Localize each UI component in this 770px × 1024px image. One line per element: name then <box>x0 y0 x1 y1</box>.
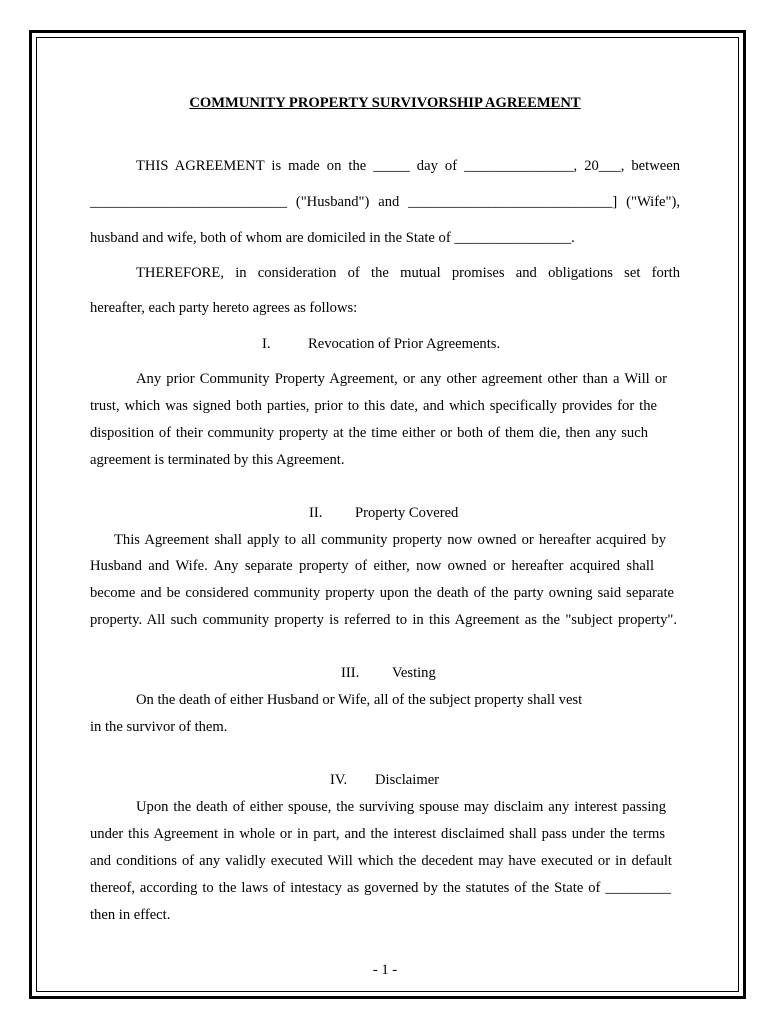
section-1-line-2: trust, which was signed both parties, prior to this date, and which specifically provides for the <box>90 398 657 414</box>
section-3-line-2: in the survivor of them. <box>90 719 228 735</box>
section-1-line-3: disposition of their community property at the time either or both of them die, then any such <box>90 425 648 441</box>
section-4-title: Disclaimer <box>375 772 440 788</box>
section-2-line-3: become and be considered community property upon the death of the party owning said separate <box>90 585 674 601</box>
therefore-line-1 <box>136 264 680 282</box>
intro-line-2: ___________________________ ("Husband") and ____________________________] ("Wife"), <box>90 194 680 210</box>
section-4-line-2: under this Agreement in whole or in part, and the interest disclaimed shall pass under the terms <box>90 826 665 842</box>
section-3-number: III. <box>341 665 360 681</box>
section-4-line-1: Upon the death of either spouse, the surviving spouse may disclaim any interest passing <box>136 799 666 815</box>
document-title: COMMUNITY PROPERTY SURVIVORSHIP AGREEMENT <box>189 95 581 111</box>
section-3-title: Vesting <box>392 665 436 681</box>
section-2-line-2: Husband and Wife. Any separate property of either, now owned or hereafter acquired shall <box>90 558 654 574</box>
section-4-line-5: then in effect. <box>90 907 171 923</box>
section-4-heading <box>330 771 530 789</box>
section-1-heading <box>262 335 562 353</box>
section-4-line-4: thereof, according to the laws of intestacy as governed by the statutes of the State of _________ <box>90 880 671 896</box>
section-1-title: Revocation of Prior Agreements. <box>308 336 501 352</box>
section-2-line-4: property. All such community property is referred to in this Agreement as the "subject property". <box>90 612 677 628</box>
section-1-line-1: Any prior Community Property Agreement, or any other agreement other than a Will or <box>136 371 667 387</box>
section-2-title: Property Covered <box>355 505 459 521</box>
intro-line-1 <box>136 157 680 175</box>
section-3-heading <box>341 664 541 682</box>
section-2-number: II. <box>309 505 323 521</box>
section-4-number: IV. <box>330 772 348 788</box>
section-1-line-4: agreement is terminated by this Agreement. <box>90 452 345 468</box>
section-2-heading <box>309 504 609 522</box>
section-3-line-1: On the death of either Husband or Wife, all of the subject property shall vest <box>136 692 583 708</box>
section-1-number: I. <box>262 336 271 352</box>
section-2-line-1: This Agreement shall apply to all community property now owned or hereafter acquired by <box>114 532 666 548</box>
therefore-line-1-text: THEREFORE, in consideration of the mutual promises and obligations set forth <box>136 265 680 281</box>
intro-line-1-text: THIS AGREEMENT is made on the _____ day of _______________, 20___, between <box>136 158 680 174</box>
section-4-line-3: and conditions of any validly executed Will which the decedent may have executed or in default <box>90 853 672 869</box>
page-number: - 1 - <box>372 962 398 978</box>
intro-line-3: husband and wife, both of whom are domiciled in the State of ________________. <box>90 230 575 246</box>
therefore-line-2: hereafter, each party hereto agrees as follows: <box>90 300 358 316</box>
